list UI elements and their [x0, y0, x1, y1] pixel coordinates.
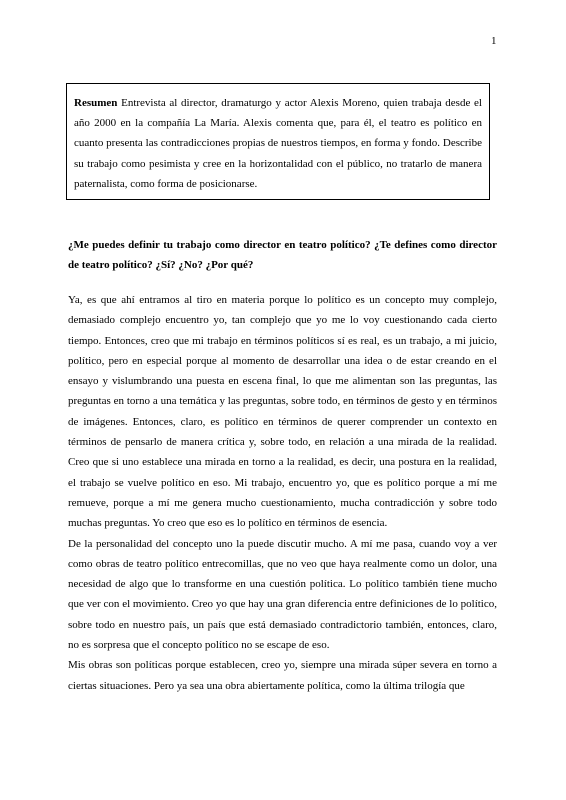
interview-answer: [68, 290, 497, 696]
answer-paragraph: Ya, es que ahí entramos al tiro en materia porque lo político es un concepto muy complejo, demasiado complejo encuentro yo, tan complejo que yo me lo voy cuestionando cada cierto tiempo. Entonces, creo que mi trabajo en términos políticos sí es real, es un trabajo, a mi juicio, político, pero en especial porque al momento de desarrollar una idea o de estar creando en el ensayo y vislumbrando una puesta en escena final, lo que me alimentan son las preguntas, las preguntas en torno a una temática y las preguntas, sobre todo, en términos de gesto y en términos de imágenes. Entonces, claro, es político en términos de querer comprender un contexto en términos de pensarlo de manera crítica y, sobre todo, en relación a una mirada de la realidad. Creo que si uno establece una mirada en torno a la realidad, es decir, una postura en la realidad, el trabajo se vuelve político en eso. Mi trabajo, encuentro yo, que es político porque a mí me remueve, porque a mí me genera mucho cuestionamiento, mucha contradicción y sobre todo muchas preguntas. Yo creo que eso es lo político en términos de esencia.: [68, 294, 497, 530]
summary-text: Entrevista al director, dramaturgo y actor Alexis Moreno, quien trabaja desde el año 2000 en la compañía La María. Alexis comenta que, para él, el teatro es político en cuanto presenta las contradicciones propias de nuestros tiempos, en forma y fondo. Describe su trabajo como pesimista y cree en la horizontalidad con el público, no tratarlo de manera paternalista, como forma de posicionarse.: [74, 97, 482, 190]
page-number: 1: [491, 35, 497, 47]
answer-paragraph: De la personalidad del concepto uno la puede discutir mucho. A mí me pasa, cuando voy a ver como obras de teatro político entrecomillas, que no veo que haya realmente como un dolor, una necesidad de algo que lo transforme en una cuestión política. Lo político también tiene mucho que ver con el movimiento. Creo yo que hay una gran diferencia entre definiciones de lo político, sobre todo en nuestro país, un país que está demasiado contradictorio también, entonces, claro, no es sorpresa que el concepto político no se escape de eso.: [68, 537, 497, 652]
summary-box: [66, 83, 490, 200]
summary-label: Resumen: [74, 97, 118, 109]
interview-question: ¿Me puedes definir tu trabajo como director en teatro político? ¿Te defines como director de teatro político? ¿Sí? ¿No? ¿Por qué?: [68, 239, 497, 272]
answer-paragraph: Mis obras son políticas porque establecen, creo yo, siempre una mirada súper severa en torno a ciertas situaciones. Pero ya sea una obra abiertamente política, como la última trilogía que: [68, 659, 497, 692]
